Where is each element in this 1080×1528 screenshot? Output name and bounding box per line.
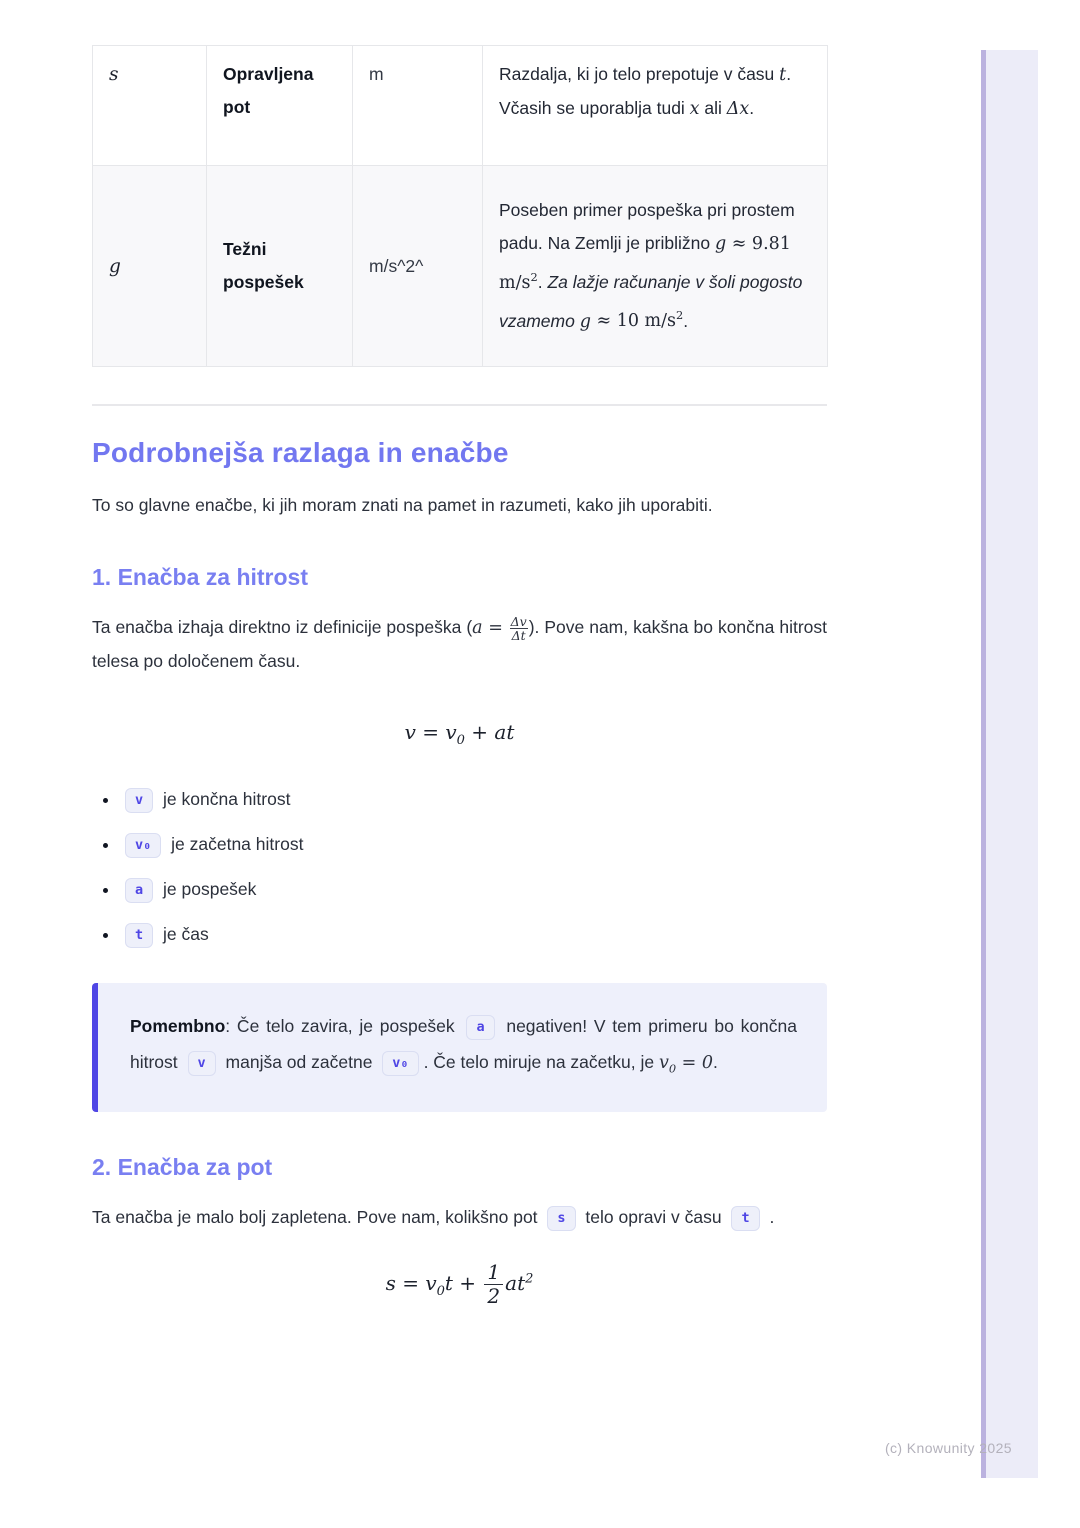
equation-superscript: 2 — [525, 1270, 534, 1286]
paragraph-text: . — [769, 1206, 775, 1227]
callout-text: . — [713, 1052, 718, 1072]
table-row — [93, 46, 828, 166]
code-chip-t: t — [125, 923, 153, 948]
list-item-text: je pospešek — [163, 879, 257, 899]
math-var-a: a — [472, 618, 483, 638]
section-2-title: 2. Enačba za pot — [92, 1153, 273, 1180]
symbol-cell — [93, 166, 207, 367]
code-chip-v0: v₀ — [382, 1051, 418, 1076]
paragraph-text: Ta enačba izhaja direktno iz definicije pospeška ( — [92, 617, 473, 637]
equation-text: v = v — [404, 720, 457, 744]
callout-bold-label: Pomembno — [130, 1016, 226, 1036]
math-v0-equals-0: $v_0 = 0$ — [658, 1053, 714, 1076]
symbol-g: g — [109, 255, 121, 277]
paragraph-text: ). Pove nam, kakšna bo končna hitrost telesa po določenem času. — [92, 617, 828, 671]
callout-text: . Če telo miruje na začetku, je — [423, 1052, 659, 1072]
unit-cell — [353, 166, 483, 367]
code-chip-s: s — [547, 1206, 575, 1231]
code-chip-v: v — [188, 1051, 216, 1076]
var-unit: m — [369, 64, 384, 84]
equation-distance — [92, 1259, 827, 1308]
description-cell — [483, 46, 828, 166]
math-var-g: g — [714, 233, 727, 254]
section-1-paragraph — [92, 611, 827, 678]
math-var-t: t — [779, 65, 787, 85]
list-item-text: je začetna hitrost — [171, 834, 304, 854]
name-cell — [207, 166, 353, 367]
desc-italic-text: Za lažje računanje v šoli pogosto vzamemo — [499, 271, 803, 331]
paragraph-text: telo opravi v času — [580, 1206, 727, 1227]
symbol-s: s — [109, 64, 119, 85]
callout-text: : Če telo zavira, je pospešek — [225, 1016, 462, 1036]
desc-text: Razdalja, ki jo telo prepotuje v času — [499, 64, 780, 84]
equation-subscript: 0 — [436, 1283, 445, 1299]
document-page — [92, 0, 827, 1307]
desc-text: . — [749, 98, 755, 118]
desc-text: . — [683, 310, 689, 331]
paragraph-text: Ta enačba je malo bolj zapletena. Pove nam, kolikšno pot — [92, 1206, 543, 1227]
variables-table — [92, 45, 828, 367]
page-title: Podrobnejša razlaga in enačbe — [92, 437, 509, 468]
section-1-title: 1. Enačba za hitrost — [92, 564, 309, 590]
equation-text: + at — [464, 720, 515, 744]
inline-fraction: $\frac{\Delta v}{\Delta t}$ — [510, 613, 527, 643]
math-var-dx: Δx — [726, 99, 750, 119]
equation-text: at — [505, 1270, 526, 1295]
list-item — [120, 829, 827, 859]
var-name: Težni pospešek — [223, 239, 304, 292]
section-divider — [92, 404, 827, 406]
math-equals: = — [482, 618, 509, 638]
equation-subscript: 0 — [456, 733, 465, 748]
code-chip-v: v — [125, 788, 153, 813]
math-value: ≈ 9.81 $m/s^2$ — [499, 233, 791, 293]
desc-text: Poseben primer pospeška pri prostem padu. Na Zemlji je približno — [499, 199, 795, 253]
code-chip-a: a — [466, 1015, 494, 1040]
list-item-text: je čas — [163, 924, 209, 944]
intro-paragraph: To so glavne enačbe, ki jih moram znati na pamet in razumeti, kako jih uporabiti. — [92, 495, 713, 515]
code-chip-a: a — [125, 878, 153, 903]
copyright-watermark: (c) Knowunity 2025 — [884, 1440, 1012, 1456]
callout-text: negativen! V tem primeru bo končna hitrost — [130, 1016, 797, 1072]
var-name: Opravljena pot — [223, 64, 314, 117]
equation-velocity — [92, 720, 827, 748]
code-chip-t: t — [731, 1206, 759, 1231]
list-item — [120, 784, 827, 814]
page-edge-strip — [981, 50, 1038, 1478]
math-var-g: g — [579, 311, 591, 332]
fraction-one-half: $\frac{1}{2}$ — [484, 1262, 503, 1307]
section-2-paragraph — [92, 1201, 827, 1234]
unit-cell — [353, 46, 483, 166]
variable-legend-list — [92, 784, 827, 949]
table-row — [93, 166, 828, 367]
symbol-cell — [93, 46, 207, 166]
name-cell — [207, 46, 353, 166]
equation-text: s = v — [385, 1270, 437, 1295]
var-unit: m/s^2^ — [369, 255, 424, 276]
desc-text: ali — [699, 98, 727, 118]
desc-text: . — [537, 271, 548, 292]
code-chip-v0: v₀ — [125, 833, 161, 858]
equation-text: t + — [444, 1270, 483, 1295]
list-item-text: je končna hitrost — [163, 789, 291, 809]
description-cell — [483, 166, 828, 367]
math-value: ≈ 10 $m/s^2$ — [590, 308, 684, 332]
important-callout — [92, 983, 827, 1112]
math-var-x: x — [689, 99, 700, 119]
callout-text: manjša od začetne — [220, 1052, 378, 1072]
desc-text: . Včasih se uporablja tudi — [499, 64, 792, 118]
list-item — [120, 919, 827, 949]
list-item — [120, 874, 827, 904]
